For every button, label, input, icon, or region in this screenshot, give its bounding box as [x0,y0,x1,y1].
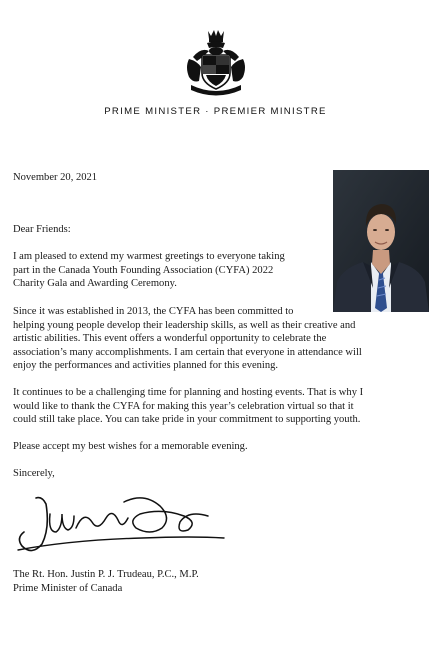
paragraph-line: would like to thank the CYFA for making this year’s celebration virtual so that it [13,400,354,412]
signer-title: Prime Minister of Canada [13,583,123,594]
paragraph-wishes: Please accept my best wishes for a memorable evening. [13,441,248,452]
paragraph-line: helping young people develop their leadership skills, as well as their creative and [13,319,356,331]
paragraph-line: Since it was established in 2013, the CYFA has been committed to [13,306,294,317]
signer-name: The Rt. Hon. Justin P. J. Trudeau, P.C., M.P. [13,569,199,580]
paragraph-line: Charity Gala and Awarding Ceremony. [13,278,177,290]
letter-date: November 20, 2021 [13,172,98,183]
paragraph-line: association’s many accomplishments. I am certain that everyone in attendance will [13,346,362,358]
letter-closing: Sincerely, [13,468,55,479]
paragraph-greeting [13,250,285,291]
paragraph-line: part in the Canada Youth Founding Association (CYFA) 2022 [13,264,274,276]
paragraph-line: could still take place. You can take pride in your commitment to supporting youth. [13,414,361,426]
letter-salutation: Dear Friends: [13,224,71,235]
paragraph-thanks [13,386,363,427]
canada-coat-of-arms-icon [183,27,249,99]
paragraph-line: I am pleased to extend my warmest greetings to everyone taking [13,251,285,262]
paragraph-line: It continues to be a challenging time for planning and hosting events. That is why I [13,387,364,398]
paragraph-line: artistic abilities. This event offers a wonderful opportunity to celebrate the [13,333,327,345]
letterhead-title: PRIME MINISTER · PREMIER MINISTRE [104,106,327,117]
paragraph-line: enjoy the performances and activities planned for this evening. [13,360,279,372]
paragraph-history [13,305,362,373]
signature [12,488,227,562]
prime-minister-portrait [333,170,429,312]
